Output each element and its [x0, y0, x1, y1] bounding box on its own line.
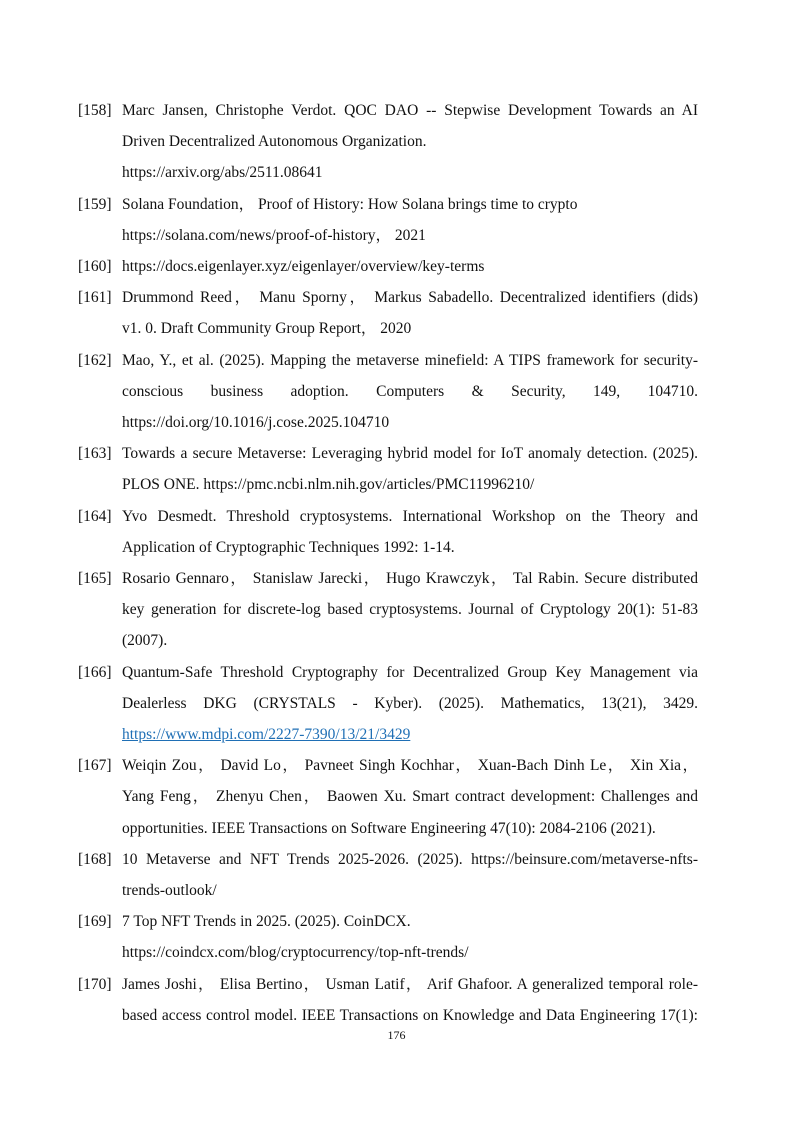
- reference-text: key generation for discrete-log based cryptosystems. Journal of Cryptology 20(1): 51-83: [122, 601, 698, 619]
- reference-number: [158]: [78, 102, 112, 119]
- reference-number: [162]: [78, 351, 112, 369]
- page-number: 176: [387, 1028, 406, 1042]
- reference-text: opportunities. IEEE Transactions on Software Engineering 47(10): 2084-2106 (2021).: [122, 819, 656, 837]
- reference-number: [164]: [78, 507, 112, 525]
- reference-text: Solana Foundation， Proof of History: How Solana brings time to crypto: [122, 195, 578, 213]
- reference-number: [161]: [78, 289, 112, 307]
- reference-text: James Joshi， Elisa Bertino， Usman Latif， Arif Ghafoor. A generalized temporal role-: [122, 975, 698, 993]
- reference-text: Quantum-Safe Threshold Cryptography for Decentralized Group Key Management via: [122, 663, 698, 681]
- reference-number: [163]: [78, 445, 112, 463]
- reference-161: [78, 282, 698, 344]
- reference-text: 7 Top NFT Trends in 2025. (2025). CoinDCX.: [122, 913, 411, 931]
- reference-number: [160]: [78, 258, 112, 276]
- reference-166: [78, 657, 698, 751]
- reference-text: Yang Feng， Zhenyu Chen， Baowen Xu. Smart contract development: Challenges and: [122, 788, 698, 806]
- reference-text: Mao, Y., et al. (2025). Mapping the metaverse minefield: A TIPS framework for security-: [122, 351, 698, 369]
- reference-170: [78, 969, 698, 1031]
- reference-text: 10 Metaverse and NFT Trends 2025-2026. (2025). https://beinsure.com/metaverse-nfts-: [122, 850, 698, 868]
- reference-number: [168]: [78, 850, 112, 868]
- reference-url: https://solana.com/news/proof-of-history， 2021: [122, 226, 426, 244]
- reference-167: [78, 750, 698, 844]
- reference-url: https://docs.eigenlayer.xyz/eigenlayer/overview/key-terms: [122, 258, 485, 276]
- reference-number: [167]: [78, 757, 112, 775]
- reference-text: Towards a secure Metaverse: Leveraging hybrid model for IoT anomaly detection. (2025).: [122, 445, 698, 463]
- reference-169: [78, 906, 698, 968]
- reference-url: https://doi.org/10.1016/j.cose.2025.104710: [122, 414, 390, 432]
- reference-text: trends-outlook/: [122, 882, 217, 900]
- reference-number: [166]: [78, 663, 112, 681]
- reference-162: [78, 345, 698, 439]
- reference-url: https://arxiv.org/abs/2511.08641: [122, 164, 323, 182]
- reference-164: [78, 501, 698, 563]
- reference-text: Weiqin Zou， David Lo， Pavneet Singh Kochhar， Xuan-Bach Dinh Le， Xin Xia，: [122, 757, 698, 775]
- reference-number: [169]: [78, 913, 112, 931]
- reference-text: Drummond Reed， Manu Sporny， Markus Sabadello. Decentralized identifiers (dids): [122, 289, 698, 307]
- reference-163: [78, 438, 698, 500]
- reference-text: Yvo Desmedt. Threshold cryptosystems. International Workshop on the Theory and: [122, 507, 698, 525]
- reference-link[interactable]: https://www.mdpi.com/2227-7390/13/21/3429: [122, 726, 411, 744]
- reference-text: Application of Cryptographic Techniques 1992: 1-14.: [122, 538, 455, 556]
- reference-text: based access control model. IEEE Transactions on Knowledge and Data Engineering 17(1):: [122, 1006, 698, 1024]
- reference-text: PLOS ONE. https://pmc.ncbi.nlm.nih.gov/articles/PMC11996210/: [122, 476, 535, 494]
- reference-168: [78, 844, 698, 906]
- reference-text: (2007).: [122, 632, 168, 650]
- reference-url: https://coindcx.com/blog/cryptocurrency/top-nft-trends/: [122, 944, 469, 962]
- reference-list: [78, 95, 698, 1031]
- reference-159: [78, 189, 698, 251]
- reference-number: [159]: [78, 195, 112, 213]
- reference-158: [78, 95, 698, 189]
- reference-165: [78, 563, 698, 657]
- reference-text: v1. 0. Draft Community Group Report， 2020: [122, 320, 412, 338]
- reference-text: Dealerless DKG (CRYSTALS - Kyber). (2025). Mathematics, 13(21), 3429.: [122, 694, 698, 712]
- reference-number: [165]: [78, 570, 112, 588]
- reference-160: [78, 251, 698, 282]
- reference-text: conscious business adoption. Computers & Security, 149, 104710.: [122, 382, 698, 400]
- reference-text: Marc Jansen, Christophe Verdot. QOC DAO -- Stepwise Development Towards an AI: [122, 102, 698, 119]
- reference-text: Driven Decentralized Autonomous Organization.: [122, 133, 427, 151]
- reference-text: Rosario Gennaro， Stanislaw Jarecki， Hugo Krawczyk， Tal Rabin. Secure distributed: [122, 570, 698, 588]
- reference-number: [170]: [78, 975, 112, 993]
